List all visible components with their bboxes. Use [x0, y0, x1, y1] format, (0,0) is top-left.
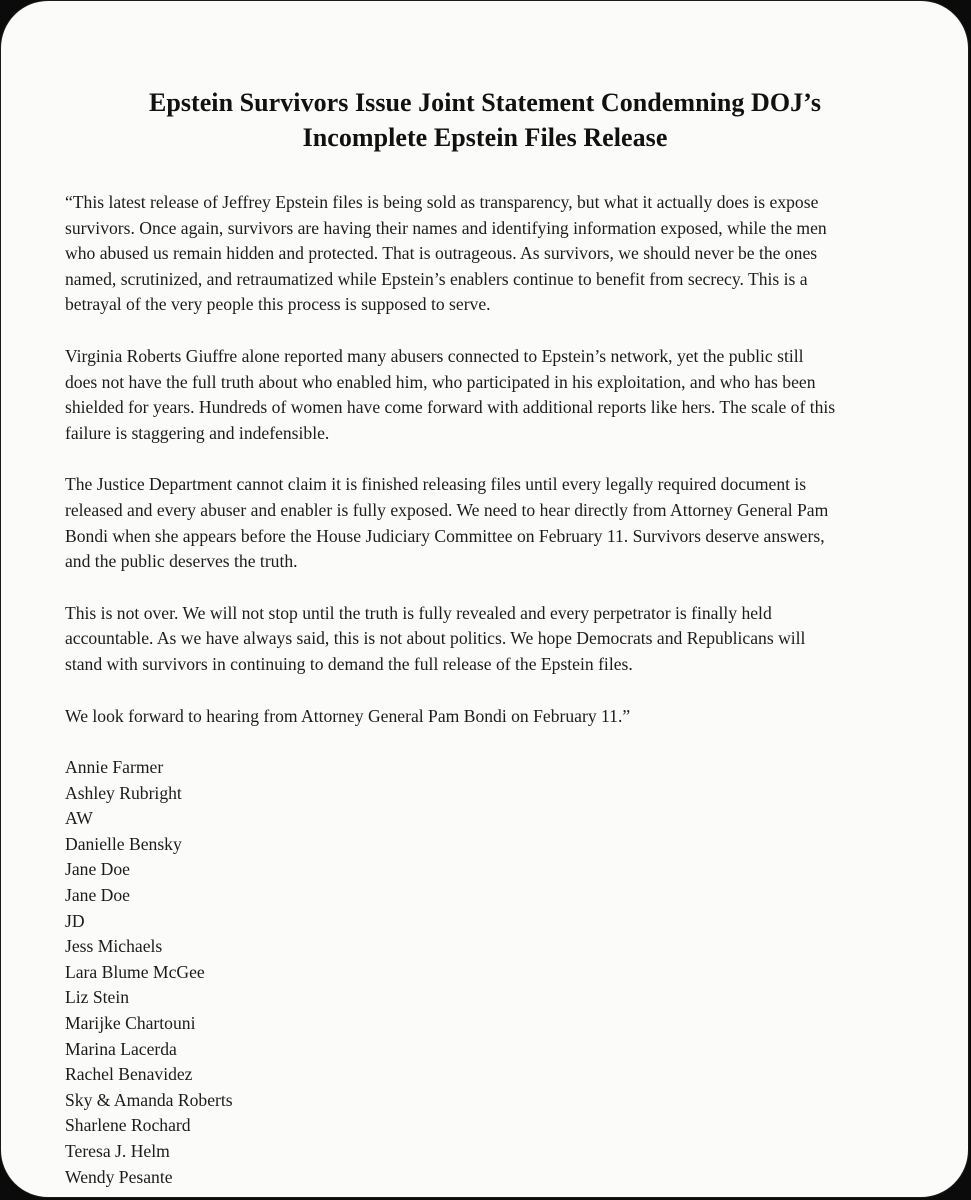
signatory: Jane Doe [65, 859, 130, 880]
text-line: This is not over. We will not stop until the truth is fully revealed and every perpetrator is finally held [65, 602, 772, 623]
text-line: We look forward to hearing from Attorney General Pam Bondi on February 11.” [65, 705, 631, 726]
text-line: named, scrutinized, and retraumatized while Epstein’s enablers continue to benefit from secrecy. This is a [65, 268, 808, 289]
text-line: “This latest release of Jeffrey Epstein files is being sold as transparency, but what it actually does is expose [65, 192, 819, 212]
signatory: Jane Doe [65, 885, 130, 906]
text-line: stand with survivors in continuing to demand the full release of the Epstein files. [65, 653, 633, 674]
text-line: shielded for years. Hundreds of women have come forward with additional reports like hers. The scale of this [65, 397, 836, 418]
text-line: failure is staggering and indefensible. [65, 422, 330, 443]
signatory: Jess Michaels [65, 936, 163, 957]
text-line: and the public deserves the truth. [65, 551, 298, 572]
text-line: betrayal of the very people this process is supposed to serve. [65, 294, 491, 315]
title-line: Incomplete Epstein Files Release [302, 123, 668, 152]
statement-paragraph-3 [65, 472, 905, 574]
signatory: AW [65, 808, 93, 829]
statement-title [65, 85, 905, 155]
signatory: Liz Stein [65, 987, 130, 1008]
signatory: Annie Farmer [65, 757, 164, 778]
statement-paragraph-4 [65, 601, 905, 678]
statement-content [65, 85, 905, 1190]
signatory: Sharlene Rochard [65, 1115, 191, 1136]
text-line: does not have the full truth about who enabled him, who participated in his exploitation, and who has been [65, 371, 816, 392]
signatory: Marina Lacerda [65, 1038, 177, 1059]
text-line: accountable. As we have always said, this is not about politics. We hope Democrats and Republicans will [65, 628, 806, 649]
signatory: Teresa J. Helm [65, 1141, 170, 1161]
signatory: Marijke Chartouni [65, 1013, 196, 1034]
statement-paragraph-2 [65, 344, 905, 446]
signatory: Sky & Amanda Roberts [65, 1089, 233, 1110]
text-line: survivors. Once again, survivors are having their names and identifying information exposed, while the men [65, 217, 827, 238]
signatory: Ashley Rubright [65, 782, 182, 803]
text-line: Virginia Roberts Giuffre alone reported many abusers connected to Epstein’s network, yet the public still [65, 345, 804, 366]
signatories-list [65, 755, 905, 1190]
text-line: Bondi when she appears before the House Judiciary Committee on February 11. Survivors deserve answers, [65, 525, 825, 546]
signatory: Rachel Benavidez [65, 1064, 193, 1085]
signatory: Lara Blume McGee [65, 961, 205, 982]
statement-paragraph-1 [65, 190, 905, 318]
text-line: who abused us remain hidden and protected. That is outrageous. As survivors, we should never be the ones [65, 243, 818, 264]
signatory: JD [65, 910, 85, 931]
text-line: released and every abuser and enabler is fully exposed. We need to hear directly from Attorney General Pam [65, 499, 829, 520]
signatory: Danielle Bensky [65, 833, 182, 854]
statement-paragraph-5 [65, 704, 905, 730]
title-line: Epstein Survivors Issue Joint Statement Condemning DOJ’s [148, 88, 822, 117]
signatory: Wendy Pesante [65, 1166, 173, 1187]
text-line: The Justice Department cannot claim it is finished releasing files until every legally required document is [65, 474, 807, 495]
